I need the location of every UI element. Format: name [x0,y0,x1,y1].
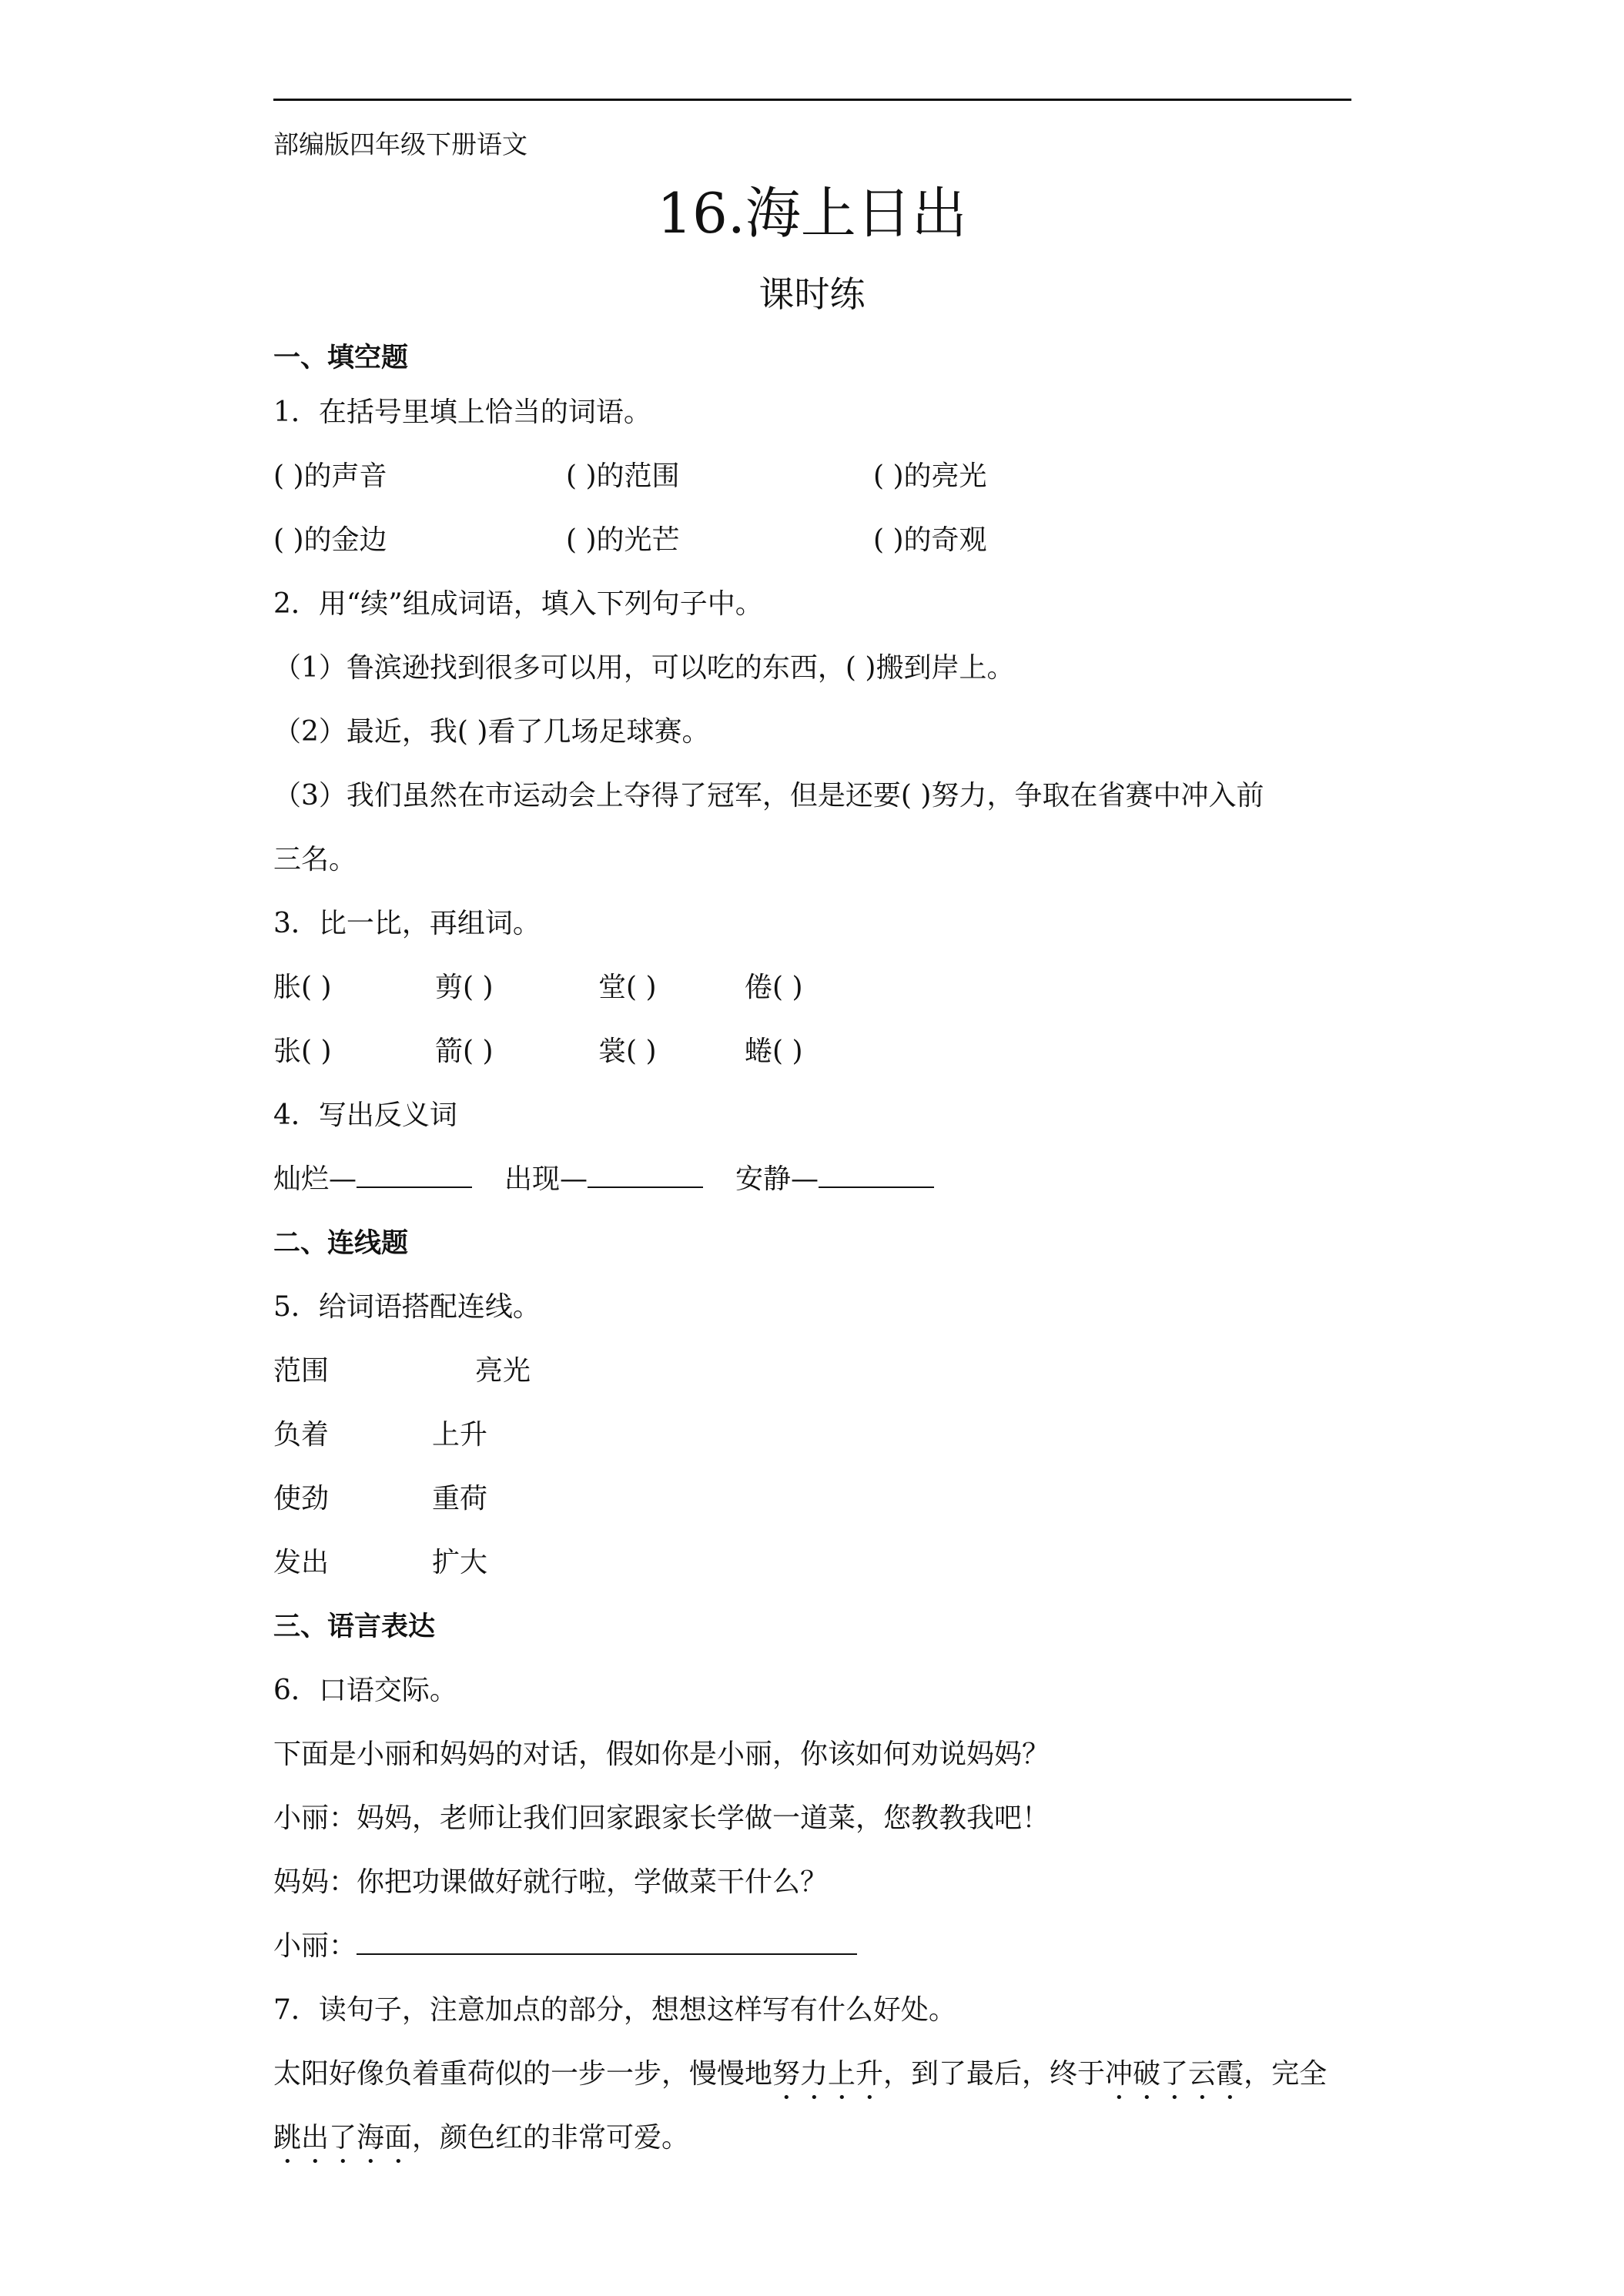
q7-prompt: 7．读句子，注意加点的部分，想想这样写有什么好处。 [273,1994,956,2026]
q4-word: 灿烂— [273,1163,357,1195]
q3-char-blank: 倦( ) [745,972,803,1003]
q6-speaker: 小丽： [273,1930,357,1962]
q4-antonym-item [504,1160,703,1199]
q7-text: ，颜色红的非常可爱。 [412,2122,690,2154]
q1-blank: ( )的金边 [273,524,387,556]
q1-prompt: 1．在括号里填上恰当的词语。 [273,397,651,428]
q5-right-word: 上升 [432,1419,488,1451]
q5-left-word: 范围 [273,1355,330,1387]
q2-sentence: （2）最近，我( )看了几场足球赛。 [273,716,710,748]
q1-blank: ( )的奇观 [873,524,987,556]
q7-text: 太阳好像负着重荷似的一步一步，慢慢地 [273,2058,773,2090]
q5-right-word: 重荷 [432,1483,488,1514]
q5-right-word: 扩大 [432,1547,488,1578]
q5-left-word: 负着 [273,1419,330,1451]
q1-blank: ( )的范围 [566,460,680,492]
q3-char-blank: 堂( ) [598,972,657,1003]
section-heading-matching: 二、连线题 [273,1228,409,1259]
q3-char-blank: 蜷( ) [745,1036,803,1067]
q3-char-blank: 胀( ) [273,972,332,1003]
answer-line [819,1163,934,1188]
section-heading-fill-blank: 一、填空题 [273,343,409,373]
q2-sentence-cont: 三名。 [273,844,357,875]
answer-line [357,1163,472,1188]
answer-line [357,1930,857,1955]
q6-prompt: 6．口语交际。 [273,1675,457,1706]
page-title: 16.海上日出 [657,181,967,246]
q6-answer-line [273,1927,857,1966]
q2-sentence: （1）鲁滨逊找到很多可以用，可以吃的东西，( )搬到岸上。 [273,652,1015,684]
q4-word: 出现— [504,1163,588,1195]
answer-line [588,1163,703,1188]
section-heading-expression: 三、语言表达 [273,1612,436,1642]
q1-blank: ( )的光芒 [566,524,680,556]
q7-dotted-text: 跳出了海面 [273,2122,413,2154]
q7-dotted-text: 冲破了云霞 [1105,2058,1244,2090]
q6-dialogue-line: 妈妈：你把功课做好就行啦，学做菜干什么？ [273,1866,829,1898]
q5-left-word: 发出 [273,1547,330,1578]
q7-text: ，到了最后，终于 [883,2058,1106,2090]
q2-prompt: 2．用“续”组成词语，填入下列句子中。 [273,588,763,620]
q6-dialogue-line: 小丽：妈妈，老师让我们回家跟家长学做一道菜，您教教我吧！ [273,1802,1050,1834]
top-rule [273,99,1351,101]
q7-sentence-line1 [273,2055,1327,2106]
q4-word: 安静— [735,1163,819,1195]
q3-char-blank: 裳( ) [598,1036,657,1067]
page-subtitle: 课时练 [758,273,866,315]
q3-prompt: 3．比一比，再组词。 [273,908,541,939]
q7-sentence-line2 [273,2119,689,2170]
q2-sentence: （3）我们虽然在市运动会上夺得了冠军，但是还要( )努力，争取在省赛中冲入前 [273,780,1264,812]
q1-blank: ( )的亮光 [873,460,987,492]
q5-left-word: 使劲 [273,1483,330,1514]
q1-blank: ( )的声音 [273,460,387,492]
q6-intro: 下面是小丽和妈妈的对话，假如你是小丽，你该如何劝说妈妈？ [273,1739,1050,1770]
q3-char-blank: 箭( ) [435,1036,494,1067]
subject-header: 部编版四年级下册语文 [273,129,527,159]
q7-dotted-text: 努力上升 [772,2058,884,2090]
q7-text: ，完全 [1244,2058,1328,2090]
q3-char-blank: 剪( ) [435,972,494,1003]
q4-prompt: 4．写出反义词 [273,1099,457,1131]
q3-char-blank: 张( ) [273,1036,332,1067]
q4-antonym-item [735,1160,934,1199]
q4-antonym-item [273,1160,472,1199]
q5-right-word: 亮光 [475,1355,531,1387]
q5-prompt: 5．给词语搭配连线。 [273,1291,541,1323]
